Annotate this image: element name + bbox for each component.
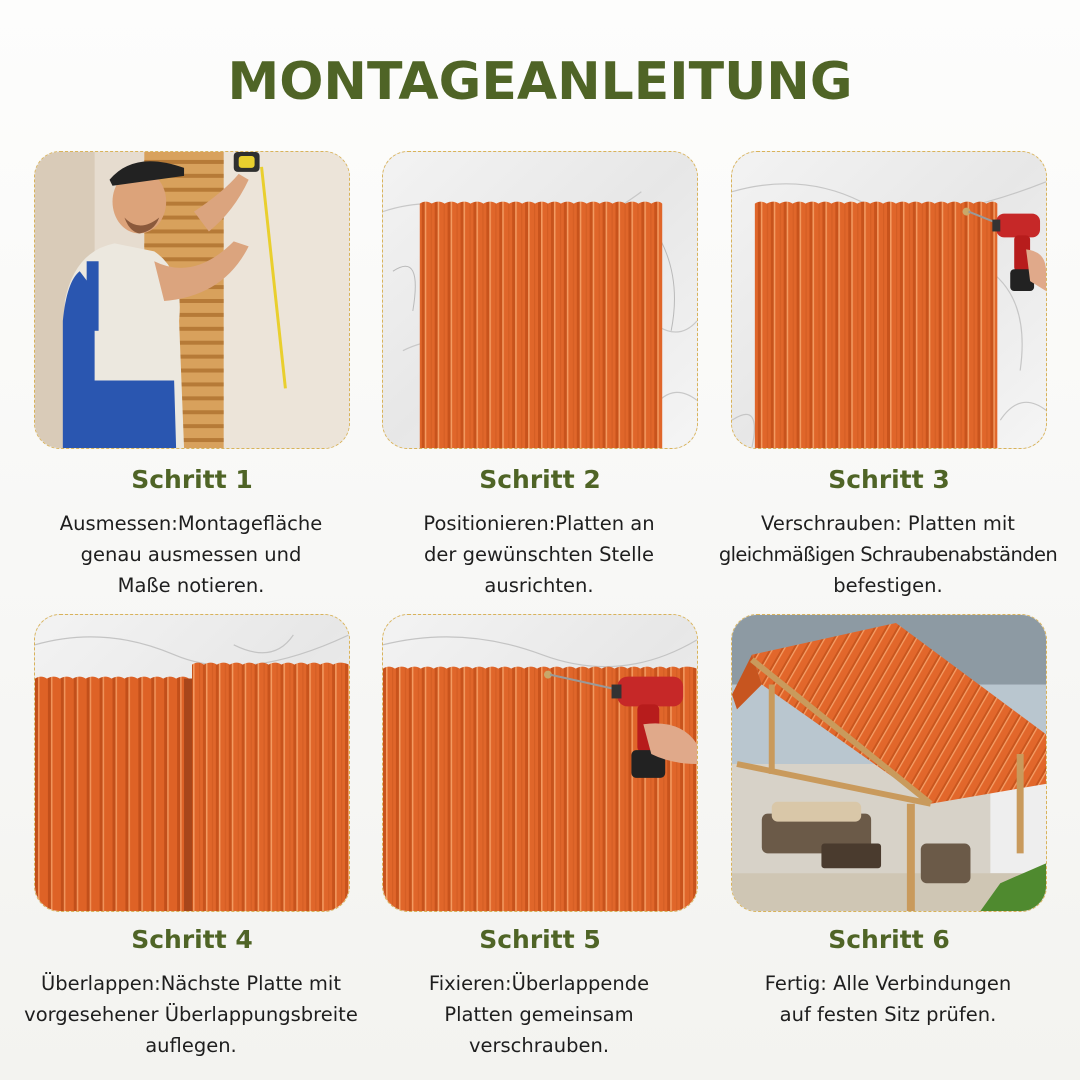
description-line: befestigen. <box>833 574 943 597</box>
description-line: ausrichten. <box>484 574 594 597</box>
description-line: auf festen Sitz prüfen. <box>779 1003 997 1026</box>
description-line: gleichmäßigen Schraubenabständen <box>718 543 1058 566</box>
step-3-description <box>713 508 1063 601</box>
step-3-title: Schritt 3 <box>828 465 950 494</box>
step-5-image <box>382 614 698 912</box>
step-2-title: Schritt 2 <box>479 465 601 494</box>
step-6-image <box>731 614 1047 912</box>
description-line: auflegen. <box>145 1034 237 1057</box>
description-line: Fertig: Alle Verbindungen <box>764 972 1012 995</box>
step-6-title: Schritt 6 <box>828 925 950 954</box>
step-3-image <box>731 151 1047 449</box>
description-line: Platten gemeinsam <box>444 1003 634 1026</box>
step-5-description <box>364 968 714 1061</box>
description-line: Überlappen:Nächste Platte mit <box>40 972 341 995</box>
overlapping-sheets-photo <box>35 615 349 911</box>
description-line: Verschrauben: Platten mit <box>761 512 1015 535</box>
step-4-image <box>34 614 350 912</box>
description-line: der gewünschten Stelle <box>424 543 654 566</box>
description-line: verschrauben. <box>468 1034 610 1057</box>
step-1-image <box>34 151 350 449</box>
step-1-description <box>16 508 366 601</box>
step-2-description <box>364 508 714 601</box>
description-line: Maße notieren. <box>117 574 265 597</box>
step-2-image <box>382 151 698 449</box>
step-6-description <box>713 968 1063 1030</box>
description-line: vorgesehener Überlappungsbreite <box>24 1003 358 1026</box>
finished-pergola-roof-photo <box>732 615 1046 911</box>
description-line: genau ausmessen und <box>80 543 302 566</box>
description-line: Ausmessen:Montagefläche <box>59 512 323 535</box>
description-line: Fixieren:Überlappende <box>428 972 650 995</box>
page-title: MONTAGEANLEITUNG <box>227 52 853 112</box>
description-line: Positionieren:Platten an <box>423 512 655 535</box>
step-1-title: Schritt 1 <box>131 465 253 494</box>
step-4-title: Schritt 4 <box>131 925 253 954</box>
step-4-description <box>16 968 366 1061</box>
worker-measuring-wall-photo <box>35 152 349 448</box>
orange-sheet-on-marble-photo <box>383 152 697 448</box>
screwing-overlap-photo <box>383 615 697 911</box>
step-5-title: Schritt 5 <box>479 925 601 954</box>
sheet-with-drill-photo <box>732 152 1046 448</box>
